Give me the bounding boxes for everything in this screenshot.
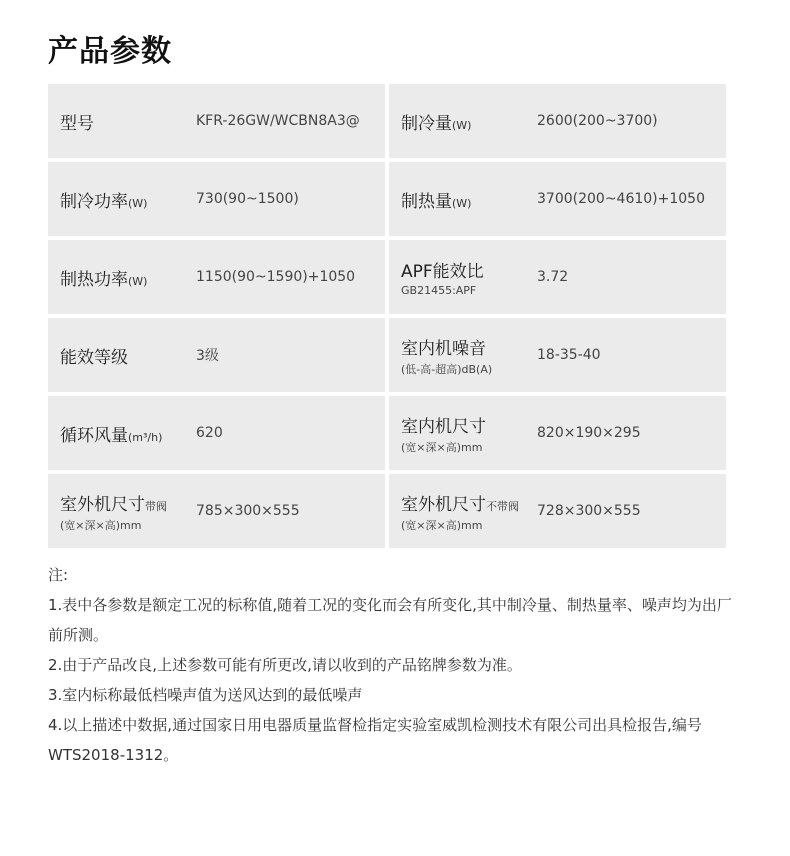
spec-value: 1150(90~1590)+1050 bbox=[196, 269, 356, 285]
spec-row bbox=[48, 240, 726, 314]
spec-label-text: APF能效比 bbox=[401, 262, 484, 282]
spec-value: 3700(200~4610)+1050 bbox=[537, 191, 705, 207]
spec-label-suffix: 带阀 bbox=[145, 499, 167, 513]
spec-label-unit: (W) bbox=[128, 196, 148, 210]
note-item: 3.室内标称最低档噪声值为送风达到的最低噪声 bbox=[48, 686, 363, 704]
spec-value: 620 bbox=[196, 425, 223, 441]
spec-label-text: 室内机噪音 bbox=[401, 338, 486, 359]
spec-table bbox=[48, 84, 726, 552]
spec-label-sub: GB21455:APF bbox=[401, 284, 477, 297]
spec-label bbox=[60, 187, 196, 212]
notes bbox=[48, 560, 738, 770]
spec-cell-outdoor-size-no-valve bbox=[389, 474, 726, 548]
spec-label bbox=[60, 421, 196, 446]
spec-row bbox=[48, 396, 726, 470]
spec-value: 3级 bbox=[196, 348, 219, 364]
spec-label-text: 室内机尺寸 bbox=[401, 416, 486, 437]
spec-label-text: 室外机尺寸 bbox=[60, 494, 145, 515]
spec-value: KFR-26GW/WCBN8A3@ bbox=[196, 113, 360, 129]
spec-label bbox=[401, 490, 537, 533]
spec-label-sub: (宽×深×高)mm bbox=[60, 518, 142, 532]
spec-label-sub: (宽×深×高)mm bbox=[401, 518, 483, 532]
notes-heading: 注: bbox=[48, 566, 69, 584]
spec-cell-heating-power bbox=[48, 240, 385, 314]
spec-row bbox=[48, 162, 726, 236]
spec-label-unit: (W) bbox=[128, 274, 148, 288]
spec-value: 820×190×295 bbox=[537, 425, 641, 441]
spec-label bbox=[401, 334, 537, 377]
spec-label-text: 制热功率 bbox=[60, 269, 128, 290]
spec-label-sub: (宽×深×高)mm bbox=[401, 440, 483, 454]
spec-label bbox=[401, 109, 537, 134]
page-title: 产品参数 bbox=[48, 34, 172, 69]
spec-row bbox=[48, 84, 726, 158]
spec-label bbox=[401, 412, 537, 455]
spec-cell-indoor-size bbox=[389, 396, 726, 470]
spec-cell-indoor-noise bbox=[389, 318, 726, 392]
spec-value: 785×300×555 bbox=[196, 503, 300, 519]
spec-cell-apf bbox=[389, 240, 726, 314]
spec-label-text: 室外机尺寸 bbox=[401, 494, 486, 515]
spec-cell-outdoor-size-valve bbox=[48, 474, 385, 548]
note-item: 1.表中各参数是额定工况的标称值,随着工况的变化而会有所变化,其中制冷量、制热量率、噪声均为出厂前所测。 bbox=[48, 596, 732, 644]
spec-cell-energy-grade bbox=[48, 318, 385, 392]
spec-label-sub: (低-高-超高)dB(A) bbox=[401, 362, 493, 376]
spec-label-unit: (W) bbox=[452, 118, 472, 132]
spec-label-text: 型号 bbox=[60, 113, 94, 134]
spec-label-unit: (W) bbox=[452, 196, 472, 210]
spec-row bbox=[48, 318, 726, 392]
spec-label bbox=[60, 109, 196, 134]
spec-value: 2600(200~3700) bbox=[537, 113, 658, 129]
spec-row bbox=[48, 474, 726, 548]
spec-label-suffix: 不带阀 bbox=[486, 499, 519, 513]
spec-label bbox=[60, 490, 196, 533]
note-item: 2.由于产品改良,上述参数可能有所更改,请以收到的产品铭牌参数为准。 bbox=[48, 656, 522, 674]
spec-label bbox=[401, 257, 537, 297]
spec-label-text: 循环风量 bbox=[60, 425, 128, 446]
spec-cell-airflow bbox=[48, 396, 385, 470]
spec-label bbox=[60, 343, 196, 368]
spec-label bbox=[401, 187, 537, 212]
spec-cell-cooling-power bbox=[48, 162, 385, 236]
spec-cell-heating-capacity bbox=[389, 162, 726, 236]
spec-label-text: 制热量 bbox=[401, 191, 452, 212]
spec-label-text: 能效等级 bbox=[60, 347, 128, 368]
spec-value: 3.72 bbox=[537, 269, 569, 285]
spec-label-text: 制冷量 bbox=[401, 113, 452, 134]
spec-cell-model bbox=[48, 84, 385, 158]
spec-value: 18-35-40 bbox=[537, 347, 601, 363]
spec-label-text: 制冷功率 bbox=[60, 191, 128, 212]
spec-label bbox=[60, 265, 196, 290]
spec-cell-cooling-capacity bbox=[389, 84, 726, 158]
note-item: 4.以上描述中数据,通过国家日用电器质量监督检指定实验室威凯检测技术有限公司出具检报告,编号WTS2018-1312。 bbox=[48, 716, 702, 764]
spec-label-unit: (m³/h) bbox=[128, 430, 163, 444]
spec-value: 728×300×555 bbox=[537, 503, 641, 519]
spec-value: 730(90~1500) bbox=[196, 191, 299, 207]
